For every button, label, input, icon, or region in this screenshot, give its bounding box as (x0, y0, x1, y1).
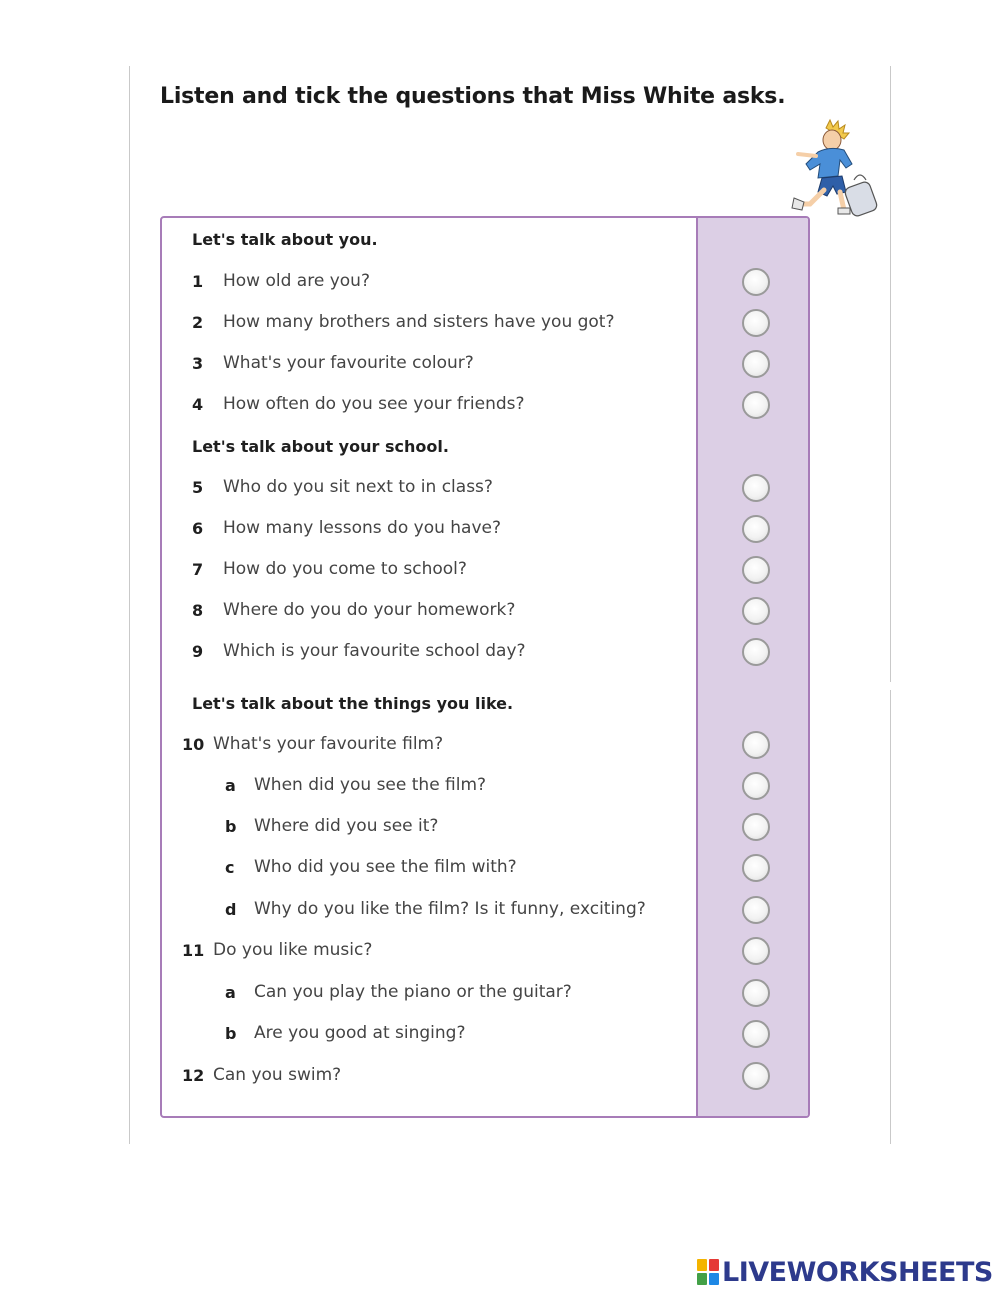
logo-block (697, 1259, 707, 1271)
tick-circle[interactable] (742, 268, 770, 296)
tick-circle[interactable] (742, 772, 770, 800)
question-number: 6 (192, 519, 204, 538)
tick-circle[interactable] (742, 731, 770, 759)
question-number: 1 (192, 272, 204, 291)
question-letter: b (225, 817, 237, 836)
tick-circle[interactable] (742, 309, 770, 337)
tick-circle[interactable] (742, 391, 770, 419)
question-number: 8 (192, 601, 204, 620)
section-heading-school: Let's talk about your school. (192, 437, 449, 456)
logo-block (709, 1259, 719, 1271)
question-text: Where did you see it? (254, 816, 439, 836)
question-text: Can you play the piano or the guitar? (254, 982, 572, 1002)
tick-circle[interactable] (742, 1020, 770, 1048)
question-text: Can you swim? (213, 1065, 342, 1085)
question-text: Who do you sit next to in class? (223, 477, 493, 497)
tick-circle[interactable] (742, 597, 770, 625)
question-text: How many lessons do you have? (223, 518, 502, 538)
tick-circle[interactable] (742, 813, 770, 841)
question-letter: d (225, 900, 237, 919)
tick-circle[interactable] (742, 556, 770, 584)
question-number: 2 (192, 313, 204, 332)
question-text: Which is your favourite school day? (223, 641, 526, 661)
logo-block (709, 1273, 719, 1285)
question-number: 10 (182, 735, 205, 754)
question-letter: c (225, 858, 235, 877)
question-text: How old are you? (223, 271, 370, 291)
questions-panel (160, 216, 810, 1118)
question-text: When did you see the film? (254, 775, 487, 795)
tick-circle[interactable] (742, 474, 770, 502)
question-number: 7 (192, 560, 204, 579)
question-number: 12 (182, 1066, 205, 1085)
question-number: 5 (192, 478, 204, 497)
section-heading-things-you-like: Let's talk about the things you like. (192, 694, 514, 713)
question-text: What's your favourite colour? (223, 353, 474, 373)
question-number: 3 (192, 354, 204, 373)
tick-circle[interactable] (742, 854, 770, 882)
tick-circle[interactable] (742, 515, 770, 543)
question-letter: a (225, 983, 236, 1002)
section-heading-you: Let's talk about you. (192, 230, 378, 249)
question-text: Who did you see the film with? (254, 857, 517, 877)
question-letter: a (225, 776, 236, 795)
tick-circle[interactable] (742, 1062, 770, 1090)
question-number: 11 (182, 941, 205, 960)
question-text: Why do you like the film? Is it funny, exciting? (254, 899, 646, 919)
question-text: Do you like music? (213, 940, 373, 960)
question-text: Are you good at singing? (254, 1023, 466, 1043)
question-number: 9 (192, 642, 204, 661)
tick-circle[interactable] (742, 638, 770, 666)
running-boy-illustration (750, 118, 880, 230)
question-number: 4 (192, 395, 204, 414)
logo-text: LIVEWORKSHEETS (722, 1256, 993, 1288)
tick-circle[interactable] (742, 350, 770, 378)
tick-circle[interactable] (742, 937, 770, 965)
worksheet-title: Listen and tick the questions that Miss White asks. (160, 84, 786, 109)
page-border-right (890, 66, 891, 682)
page-border-left (129, 66, 130, 1144)
liveworksheets-logo (697, 1255, 993, 1289)
tick-circle[interactable] (742, 979, 770, 1007)
question-text: Where do you do your homework? (223, 600, 516, 620)
question-text: How do you come to school? (223, 559, 467, 579)
tick-circle[interactable] (742, 896, 770, 924)
question-letter: b (225, 1024, 237, 1043)
question-text: How often do you see your friends? (223, 394, 525, 414)
question-text: What's your favourite film? (213, 734, 444, 754)
logo-blocks-icon (697, 1259, 719, 1285)
page-border-right-lower (890, 690, 891, 1144)
question-text: How many brothers and sisters have you got? (223, 312, 615, 332)
logo-block (697, 1273, 707, 1285)
